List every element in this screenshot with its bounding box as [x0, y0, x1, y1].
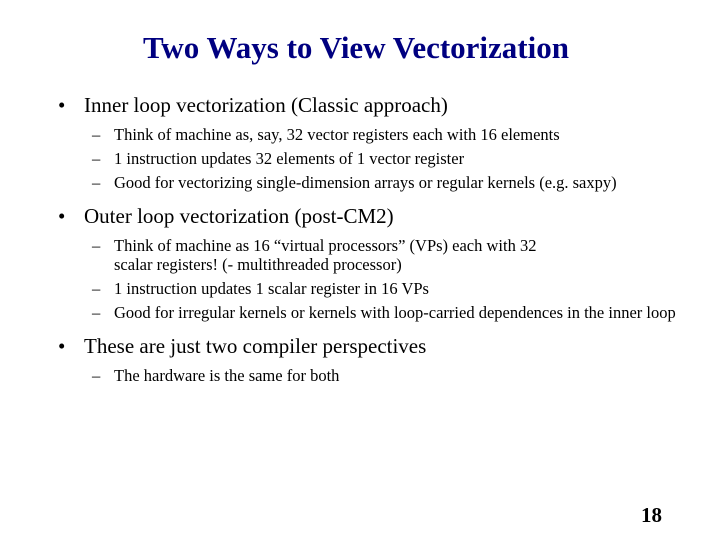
bullet-mark: •	[58, 204, 66, 228]
sub-bullet	[92, 366, 694, 385]
sub-bullet-mark: –	[92, 236, 101, 255]
sub-bullet	[92, 125, 694, 144]
sub-bullet-mark: –	[92, 125, 101, 144]
sub-bullet-text: 1 instruction updates 1 scalar register in 16 VPs	[114, 279, 429, 298]
slide-body	[58, 92, 678, 396]
sub-bullet	[92, 279, 694, 298]
sub-bullet	[92, 173, 694, 192]
bullet-mark: •	[58, 334, 66, 358]
bullet-text: Inner loop vectorization (Classic approach)	[84, 93, 448, 117]
bullet-text: These are just two compiler perspectives	[84, 334, 427, 358]
sub-bullet-text: The hardware is the same for both	[114, 366, 340, 385]
sub-bullet-text: Think of machine as, say, 32 vector registers each with 16 elements	[114, 125, 560, 144]
page-number: 18	[641, 503, 662, 527]
sub-bullet-mark: –	[92, 303, 101, 322]
sub-bullet-text: Think of machine as 16 “virtual processors” (VPs) each with 32 scalar registers! (- multithreaded processor)	[114, 236, 537, 274]
sub-bullet-mark: –	[92, 173, 101, 192]
sub-bullet	[92, 149, 694, 168]
bullet-text: Outer loop vectorization (post-CM2)	[84, 204, 394, 228]
slide-title: Two Ways to View Vectorization	[143, 30, 569, 65]
sub-bullet-text: Good for irregular kernels or kernels with loop-carried dependences in the inner loop	[114, 303, 676, 322]
sub-bullet-text: Good for vectorizing single-dimension arrays or regular kernels (e.g. saxpy)	[114, 173, 617, 192]
sub-bullet-mark: –	[92, 149, 101, 168]
bullet-inner-loop	[58, 92, 678, 118]
bullet-mark: •	[58, 93, 66, 117]
sub-bullet	[92, 236, 554, 274]
sub-bullet-list	[92, 236, 678, 322]
sub-bullet	[92, 303, 694, 322]
sub-bullet-mark: –	[92, 366, 101, 385]
sub-bullet-list	[92, 366, 678, 385]
bullet-compiler-perspectives	[58, 333, 678, 359]
sub-bullet-mark: –	[92, 279, 101, 298]
bullet-outer-loop	[58, 203, 678, 229]
sub-bullet-list	[92, 125, 678, 192]
sub-bullet-text: 1 instruction updates 32 elements of 1 vector register	[114, 149, 465, 168]
